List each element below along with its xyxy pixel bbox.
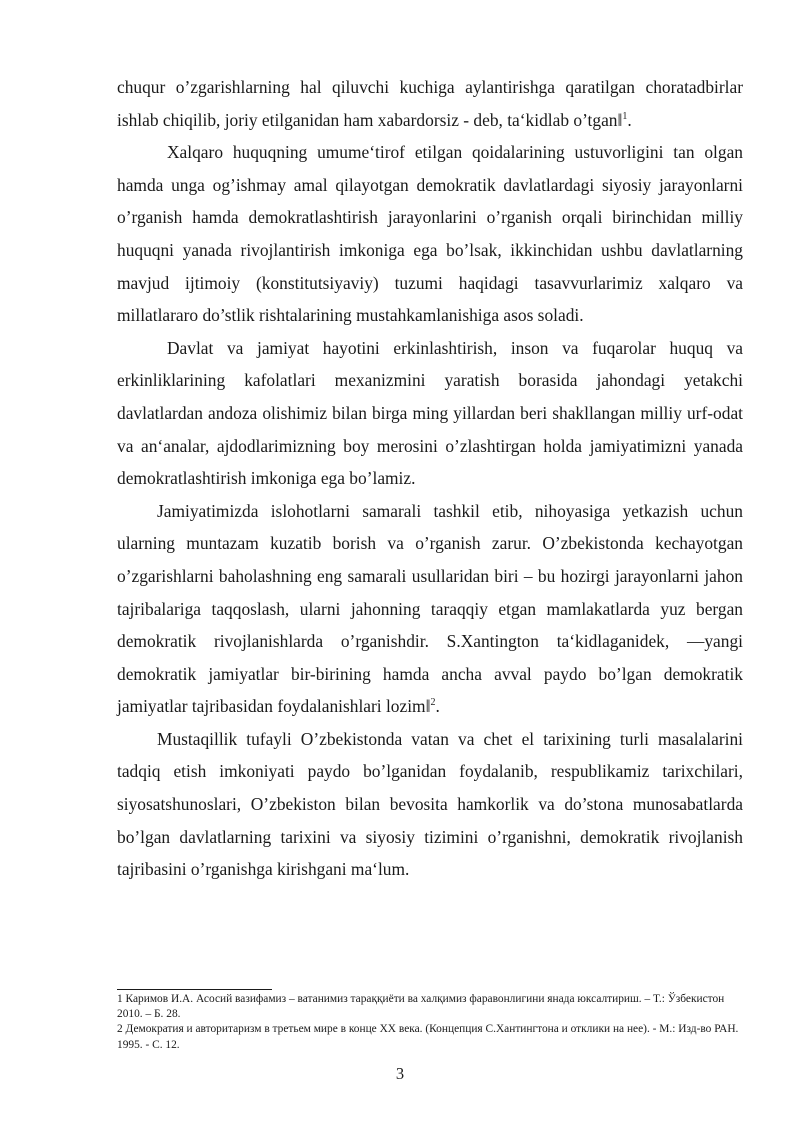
page-number: 3 — [395, 1064, 405, 1083]
footnote-ref-1: 1 — [622, 110, 628, 122]
paragraph-5: Mustaqillik tufayli O’zbekistonda vatan va chet el tarixining turli masalalarini tadqiq etish imkoniyati paydo bo’lganidan foydalanib, respublikamiz tarixchilari, siyosatshunoslari, O’zbekiston bilan bevosita hamkorlik va do’stona munosabatlarda bo’lgan davlatlarning tarixini va siyosiy tizimini o’rganishni, demokratik rivojlanish tajribasini o’rganishga kirishgani ma‘lum. — [117, 728, 743, 880]
paragraph-3: Davlat va jamiyat hayotini erkinlashtirish, inson va fuqarolar huquq va erkinliklarining kafolatlari mexanizmini yaratish borasida jahondagi yetakchi davlatlardan andoza olishimiz bilan birga ming yillardan beri shakllangan milliy urf-odat va an‘analar, ajdodlarimizning boy merosini o’zlashtirgan holda jamiyatimizni yanada demokratlashtirish imkoniga ega bo’lamiz. — [117, 337, 743, 489]
footnote-2: 2 Демократия и авторитаризм в третьем мире в конце XX века. (Концепция С.Хантингтона и отклики на нее). - М.: Изд-во РАН. 1995. - С. 12. — [117, 1023, 739, 1051]
footnotes — [117, 992, 743, 1053]
footnote-1: 1 Каримов И.А. Асосий вазифамиз – ватанимиз тараққиёти ва халқимиз фаравонлигини янада юксалтириш. – Т.: Ўзбекистон 2010. – Б. 28. — [117, 993, 725, 1021]
footnote-separator — [117, 989, 272, 990]
paragraph-2: Xalqaro huquqning umume‘tirof etilgan qoidalarining ustuvorligini tan olgan hamda unga og’ishmay amal qilayotgan demokratik davlatlardagi siyosiy jarayonlarni o’rganish hamda demokratlashtirish jarayonlarini o’rganish orqali birinchidan milliy huquqni yanada rivojlantirish imkoniga ega bo’lsak, ikkinchidan ushbu davlatlarning mavjud ijtimoiy (konstitutsiyaviy) tuzumi haqidagi tasavvurlarimiz xalqaro va millatlararo do’stlik rishtalarining mustahkamlanishiga asos soladi. — [117, 142, 743, 326]
paragraph-1: chuqur o’zgarishlarning hal qiluvchi kuchiga aylantirishga qaratilgan choratadbirlar ishlab chiqilib, joriy etilganidan ham xabardorsiz - deb, ta‘kidlab o’tgan‖$^1$. — [117, 77, 743, 130]
paragraph-4: Jamiyatimizda islohotlarni samarali tashkil etib, nihoyasiga yetkazish uchun ularning muntazam kuzatib borish va o’rganish zarur. O’zbekistonda kechayotgan o’zgarishlarni baholashning eng samarali usullaridan biri – bu hozirgi jarayonlarni jahon tajribalariga taqqoslash, ularni jahonning taraqqiy etgan mamlakatlarda yuz bergan demokratik rivojlanishlarda o’rganishdir. S.Xantington ta‘kidlaganidek, ―yangi demokratik jamiyatlar bir-birining hamda ancha avval paydo bo’lgan demokratik jamiyatlar tajribasidan foydalanishlari lozim‖$^2$. — [117, 500, 743, 717]
body-text — [117, 71, 743, 886]
footnote-ref-2: 2 — [430, 697, 436, 709]
